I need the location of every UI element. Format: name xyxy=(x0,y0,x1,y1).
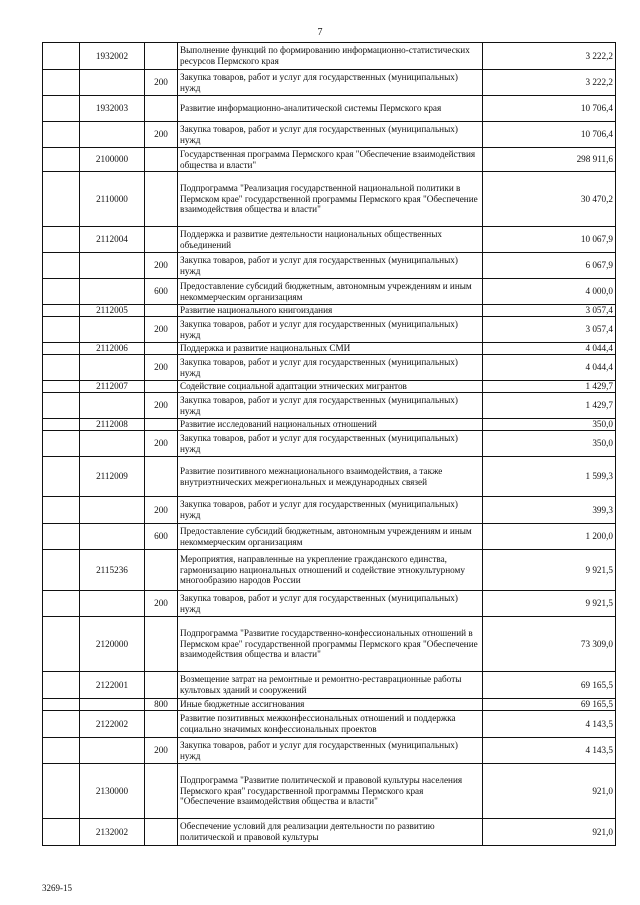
target-article-code: 2110000 xyxy=(80,172,145,227)
item-name: Закупка товаров, работ и услуг для государственных (муниципальных) нужд xyxy=(178,393,483,419)
item-name: Закупка товаров, работ и услуг для государственных (муниципальных) нужд xyxy=(178,355,483,381)
target-article-code: 2112008 xyxy=(80,419,145,431)
expense-type-code xyxy=(145,148,178,172)
budget-table-body xyxy=(43,43,616,846)
expense-type-code xyxy=(145,381,178,393)
table-row xyxy=(43,591,616,617)
table-row xyxy=(43,70,616,96)
expense-type-code xyxy=(145,457,178,497)
amount-cell: 9 921,5 xyxy=(483,550,616,591)
blank-cell xyxy=(43,148,80,172)
amount-cell: 1 429,7 xyxy=(483,381,616,393)
expense-type-code xyxy=(145,819,178,846)
item-name: Развитие позитивных межконфессиональных отношений и поддержка социально значимых конфессиональных проектов xyxy=(178,711,483,738)
target-article-code xyxy=(80,122,145,148)
expense-type-code: 800 xyxy=(145,699,178,711)
expense-type-code xyxy=(145,617,178,672)
target-article-code xyxy=(80,524,145,550)
expense-type-code xyxy=(145,672,178,699)
item-name: Обеспечение условий для реализации деятельности по развитию политической и правовой культуры xyxy=(178,819,483,846)
amount-cell: 69 165,5 xyxy=(483,672,616,699)
amount-cell: 1 599,3 xyxy=(483,457,616,497)
amount-cell: 350,0 xyxy=(483,419,616,431)
blank-cell xyxy=(43,122,80,148)
expense-type-code: 200 xyxy=(145,70,178,96)
expense-type-code xyxy=(145,419,178,431)
amount-cell: 73 309,0 xyxy=(483,617,616,672)
blank-cell xyxy=(43,738,80,764)
expense-type-code: 200 xyxy=(145,355,178,381)
expense-type-code xyxy=(145,711,178,738)
item-name: Иные бюджетные ассигнования xyxy=(178,699,483,711)
expense-type-code xyxy=(145,96,178,122)
amount-cell: 921,0 xyxy=(483,819,616,846)
document-code: 3269-15 xyxy=(42,883,72,893)
amount-cell: 399,3 xyxy=(483,497,616,524)
table-row xyxy=(43,738,616,764)
table-row xyxy=(43,711,616,738)
item-name: Поддержка и развитие национальных СМИ xyxy=(178,343,483,355)
table-row xyxy=(43,227,616,253)
item-name: Подпрограмма "Развитие государственно-конфессиональных отношений в Пермском крае" государственной программы Пермского края "Обеспечение взаимодействия общества и власти" xyxy=(178,617,483,672)
amount-cell: 4 143,5 xyxy=(483,711,616,738)
amount-cell: 4 044,4 xyxy=(483,343,616,355)
target-article-code xyxy=(80,699,145,711)
table-row xyxy=(43,393,616,419)
item-name: Закупка товаров, работ и услуг для государственных (муниципальных) нужд xyxy=(178,253,483,279)
expense-type-code: 200 xyxy=(145,393,178,419)
table-row xyxy=(43,96,616,122)
blank-cell xyxy=(43,253,80,279)
amount-cell: 10 706,4 xyxy=(483,122,616,148)
table-row xyxy=(43,819,616,846)
table-row xyxy=(43,497,616,524)
table-row xyxy=(43,172,616,227)
amount-cell: 4 000,0 xyxy=(483,279,616,305)
page-number: 7 xyxy=(317,27,323,38)
item-name: Развитие позитивного межнационального взаимодействия, а также внутриэтнических межрегиональных и международных связей xyxy=(178,457,483,497)
blank-cell xyxy=(43,431,80,457)
table-row xyxy=(43,148,616,172)
table-row xyxy=(43,317,616,343)
expense-type-code: 200 xyxy=(145,591,178,617)
table-row xyxy=(43,699,616,711)
target-article-code xyxy=(80,393,145,419)
table-row xyxy=(43,764,616,819)
amount-cell: 4 143,5 xyxy=(483,738,616,764)
blank-cell xyxy=(43,764,80,819)
blank-cell xyxy=(43,672,80,699)
amount-cell: 3 057,4 xyxy=(483,305,616,317)
table-row xyxy=(43,43,616,70)
budget-table xyxy=(42,42,616,846)
target-article-code: 2132002 xyxy=(80,819,145,846)
target-article-code: 2120000 xyxy=(80,617,145,672)
target-article-code: 2112004 xyxy=(80,227,145,253)
table-row xyxy=(43,457,616,497)
item-name: Мероприятия, направленные на укрепление гражданского единства, гармонизацию национальных отношений и содействие этнокультурному многообразию народов России xyxy=(178,550,483,591)
expense-type-code: 200 xyxy=(145,738,178,764)
blank-cell xyxy=(43,524,80,550)
amount-cell: 6 067,9 xyxy=(483,253,616,279)
amount-cell: 69 165,5 xyxy=(483,699,616,711)
item-name: Государственная программа Пермского края "Обеспечение взаимодействия общества и власти" xyxy=(178,148,483,172)
blank-cell xyxy=(43,355,80,381)
blank-cell xyxy=(43,43,80,70)
target-article-code xyxy=(80,355,145,381)
target-article-code xyxy=(80,431,145,457)
item-name: Предоставление субсидий бюджетным, автономным учреждениям и иным некоммерческим организациям xyxy=(178,524,483,550)
amount-cell: 10 706,4 xyxy=(483,96,616,122)
table-row xyxy=(43,253,616,279)
item-name: Развитие национального книгоиздания xyxy=(178,305,483,317)
target-article-code: 2112007 xyxy=(80,381,145,393)
item-name: Закупка товаров, работ и услуг для государственных (муниципальных) нужд xyxy=(178,70,483,96)
target-article-code xyxy=(80,497,145,524)
table-row xyxy=(43,305,616,317)
blank-cell xyxy=(43,343,80,355)
table-row xyxy=(43,122,616,148)
blank-cell xyxy=(43,393,80,419)
amount-cell: 4 044,4 xyxy=(483,355,616,381)
expense-type-code: 600 xyxy=(145,524,178,550)
blank-cell xyxy=(43,381,80,393)
blank-cell xyxy=(43,457,80,497)
expense-type-code xyxy=(145,227,178,253)
item-name: Закупка товаров, работ и услуг для государственных (муниципальных) нужд xyxy=(178,431,483,457)
target-article-code xyxy=(80,738,145,764)
expense-type-code: 200 xyxy=(145,431,178,457)
blank-cell xyxy=(43,96,80,122)
amount-cell: 1 200,0 xyxy=(483,524,616,550)
table-row xyxy=(43,431,616,457)
target-article-code xyxy=(80,317,145,343)
amount-cell: 921,0 xyxy=(483,764,616,819)
target-article-code: 2130000 xyxy=(80,764,145,819)
target-article-code: 2112006 xyxy=(80,343,145,355)
expense-type-code xyxy=(145,305,178,317)
item-name: Подпрограмма "Реализация государственной национальной политики в Пермском крае" государственной программы Пермского края "Обеспечение взаимодействия общества и власти" xyxy=(178,172,483,227)
target-article-code: 2122001 xyxy=(80,672,145,699)
target-article-code: 1932002 xyxy=(80,43,145,70)
item-name: Поддержка и развитие деятельности национальных общественных объединений xyxy=(178,227,483,253)
target-article-code xyxy=(80,253,145,279)
amount-cell: 3 057,4 xyxy=(483,317,616,343)
table-row xyxy=(43,381,616,393)
target-article-code: 2115236 xyxy=(80,550,145,591)
amount-cell: 3 222,2 xyxy=(483,43,616,70)
table-row xyxy=(43,550,616,591)
blank-cell xyxy=(43,617,80,672)
item-name: Возмещение затрат на ремонтные и ремонтно-реставрационные работы культовых зданий и сооружений xyxy=(178,672,483,699)
expense-type-code xyxy=(145,764,178,819)
blank-cell xyxy=(43,419,80,431)
target-article-code xyxy=(80,279,145,305)
item-name: Подпрограмма "Развитие политической и правовой культуры населения Пермского края" государственной программы Пермского края "Обеспечение взаимодействия общества и власти" xyxy=(178,764,483,819)
amount-cell: 3 222,2 xyxy=(483,70,616,96)
amount-cell: 298 911,6 xyxy=(483,148,616,172)
blank-cell xyxy=(43,711,80,738)
table-row xyxy=(43,343,616,355)
expense-type-code: 600 xyxy=(145,279,178,305)
expense-type-code xyxy=(145,43,178,70)
target-article-code: 2122002 xyxy=(80,711,145,738)
amount-cell: 30 470,2 xyxy=(483,172,616,227)
item-name: Закупка товаров, работ и услуг для государственных (муниципальных) нужд xyxy=(178,317,483,343)
blank-cell xyxy=(43,550,80,591)
target-article-code xyxy=(80,70,145,96)
target-article-code: 2112009 xyxy=(80,457,145,497)
item-name: Развитие информационно-аналитической системы Пермского края xyxy=(178,96,483,122)
blank-cell xyxy=(43,591,80,617)
blank-cell xyxy=(43,699,80,711)
item-name: Закупка товаров, работ и услуг для государственных (муниципальных) нужд xyxy=(178,122,483,148)
expense-type-code xyxy=(145,343,178,355)
table-row xyxy=(43,355,616,381)
target-article-code: 2112005 xyxy=(80,305,145,317)
expense-type-code: 200 xyxy=(145,317,178,343)
blank-cell xyxy=(43,227,80,253)
blank-cell xyxy=(43,497,80,524)
expense-type-code: 200 xyxy=(145,497,178,524)
item-name: Выполнение функций по формированию информационно-статистических ресурсов Пермского края xyxy=(178,43,483,70)
item-name: Закупка товаров, работ и услуг для государственных (муниципальных) нужд xyxy=(178,591,483,617)
amount-cell: 350,0 xyxy=(483,431,616,457)
item-name: Содействие социальной адаптации этнических мигрантов xyxy=(178,381,483,393)
blank-cell xyxy=(43,279,80,305)
table-row xyxy=(43,279,616,305)
expense-type-code: 200 xyxy=(145,253,178,279)
target-article-code: 2100000 xyxy=(80,148,145,172)
table-row xyxy=(43,419,616,431)
item-name: Развитие исследований национальных отношений xyxy=(178,419,483,431)
blank-cell xyxy=(43,305,80,317)
table-row xyxy=(43,617,616,672)
amount-cell: 9 921,5 xyxy=(483,591,616,617)
amount-cell: 10 067,9 xyxy=(483,227,616,253)
item-name: Закупка товаров, работ и услуг для государственных (муниципальных) нужд xyxy=(178,738,483,764)
expense-type-code: 200 xyxy=(145,122,178,148)
blank-cell xyxy=(43,819,80,846)
blank-cell xyxy=(43,317,80,343)
target-article-code xyxy=(80,591,145,617)
amount-cell: 1 429,7 xyxy=(483,393,616,419)
expense-type-code xyxy=(145,550,178,591)
item-name: Закупка товаров, работ и услуг для государственных (муниципальных) нужд xyxy=(178,497,483,524)
blank-cell xyxy=(43,172,80,227)
table-row xyxy=(43,524,616,550)
item-name: Предоставление субсидий бюджетным, автономным учреждениям и иным некоммерческим организациям xyxy=(178,279,483,305)
target-article-code: 1932003 xyxy=(80,96,145,122)
expense-type-code xyxy=(145,172,178,227)
blank-cell xyxy=(43,70,80,96)
table-row xyxy=(43,672,616,699)
